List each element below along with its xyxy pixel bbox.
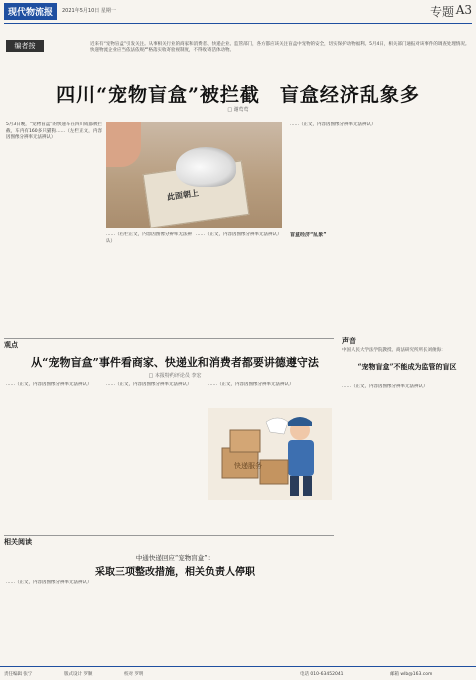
opinion-byline: □ 本报特约评论员 李宏 bbox=[148, 373, 202, 379]
opinion-tag: 观点 bbox=[4, 341, 18, 349]
cat-shape bbox=[176, 147, 236, 187]
sidebar bbox=[342, 336, 472, 626]
sidebar-tag: 声音 bbox=[342, 337, 356, 345]
sidebar-body: ……（正文，内容因图像分辨率无法辨认） bbox=[342, 384, 428, 389]
section-title: 专题 bbox=[429, 5, 454, 19]
main-column-1: 5月3日晚，“宠物盲盒”的快递车在四川成都被拦截，车内有160多只猫狗……（左栏正文，内容因图像分辨率无法辨认） bbox=[6, 122, 102, 141]
related-headline: 采取三项整改措施，相关负责人停职 bbox=[95, 567, 255, 578]
courier-illustration-svg bbox=[208, 408, 332, 500]
editor-note-label: 编者按 bbox=[6, 40, 44, 52]
box-label: 此面朝上 bbox=[166, 188, 200, 203]
main-column-2: ……（右栏正文，内容因图像分辨率无法辨认） bbox=[106, 232, 192, 244]
opinion-divider bbox=[4, 338, 334, 348]
related-divider bbox=[4, 535, 334, 545]
footer-phone: 电话 010-63452041 bbox=[300, 672, 344, 677]
opinion-column-1: ……（正文，内容因图像分辨率无法辨认） bbox=[6, 382, 92, 387]
issue-date: 2021年5月10日 星期一 bbox=[62, 8, 116, 14]
related-kicker: 中通快递回应“宠物盲盒”： bbox=[135, 554, 215, 562]
masthead bbox=[0, 0, 476, 22]
opinion-headline: 从“宠物盲盒”事件看商家、快递业和消费者都要讲德遵守法 bbox=[31, 356, 319, 369]
editor-note-text: 近来有“宠物盲盒”引发关注。从事相关行业的商家和消费者、快递企业、监管部门，各方都应该关注盲盒中宠物的安全，切实保护动物福利。5月4日，相关部门通报对该事件的调查处理情况。快递物流企业应当依法依规严格落实收寄验视制度，不得收寄活体动物。 bbox=[90, 42, 470, 53]
footer-proof: 校对 罗明 bbox=[124, 672, 144, 677]
main-column-3: ……（正文，内容因图像分辨率无法辨认） bbox=[196, 232, 282, 237]
sidebar-intro: 中国人民大学法学院教授、商法研究所所长刘俊海： bbox=[342, 348, 446, 353]
page-number: A3 bbox=[455, 3, 472, 17]
related-body: ……（正文，内容因图像分辨率无法辨认） bbox=[6, 580, 92, 585]
main-byline: □ 谢莺莺 bbox=[227, 107, 249, 113]
hand-shape bbox=[106, 122, 141, 167]
related-tag: 相关阅读 bbox=[4, 538, 32, 546]
illus-box-label: 快递服务 bbox=[234, 462, 262, 470]
courier-illustration bbox=[208, 408, 332, 500]
main-column-5 bbox=[386, 122, 472, 328]
footer-email: 邮箱 wlb@163.com bbox=[390, 672, 433, 677]
opinion-column-3: ……（正文，内容因图像分辨率无法辨认） bbox=[208, 382, 294, 387]
masthead-rule bbox=[4, 23, 472, 24]
cat-in-box-photo bbox=[106, 122, 282, 228]
footer-editor: 责任编辑 张宁 bbox=[4, 672, 33, 677]
main-column-4: ……（正文，内容因图像分辨率无法辨认） bbox=[290, 122, 376, 127]
main-headline: 四川“宠物盲盒”被拦截 盲盒经济乱象多 bbox=[56, 84, 420, 106]
footer-layout: 版式设计 罗顺 bbox=[64, 672, 93, 677]
sidebar-headline: “宠物盲盒”不能成为监管的盲区 bbox=[357, 362, 457, 371]
main-subhead: 盲盒经济“乱象” bbox=[290, 232, 327, 238]
opinion-column-2: ……（正文，内容因图像分辨率无法辨认） bbox=[106, 382, 192, 387]
page-footer bbox=[0, 666, 476, 680]
newspaper-logo: 现代物流报 bbox=[4, 3, 57, 20]
